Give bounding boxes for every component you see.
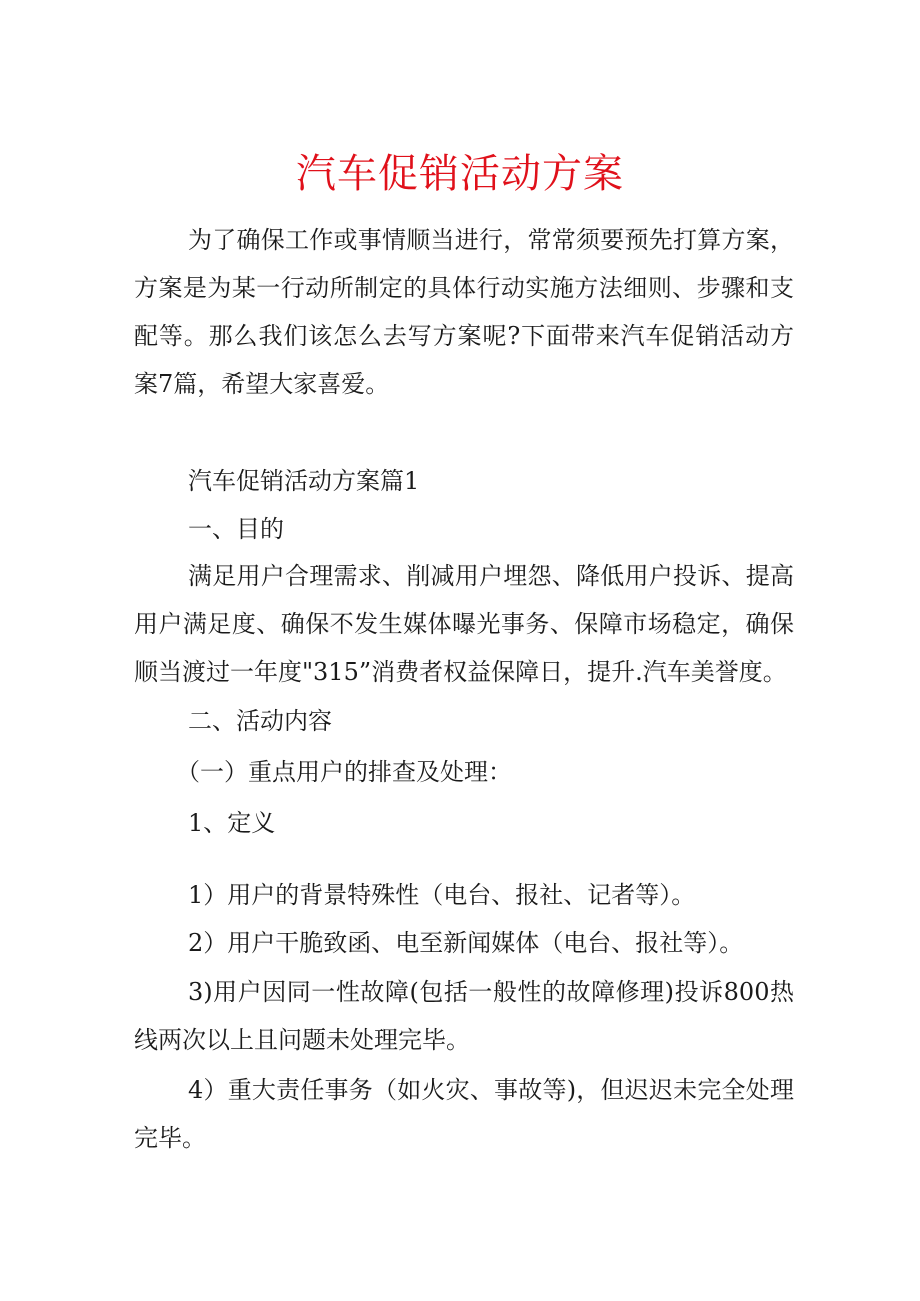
- intro-paragraph: 为了确保工作或事情顺当进行，常常须要预先打算方案，方案是为某一行动所制定的具体行动实施方法细则、步骤和支配等。那么我们该怎么去写方案呢?下面带来汽车促销活动方案7篇，希望大家喜爱。: [134, 226, 794, 398]
- page-title: 汽车促销活动方案: [296, 151, 624, 197]
- heading-activity-content: 二、活动内容: [188, 707, 332, 735]
- list-item: 1）用户的背景特殊性（电台、报社、记者等）。: [188, 881, 696, 909]
- definition-heading: 1、定义: [188, 809, 276, 837]
- list-item: 4）重大责任事务（如火灾、事故等)，但迟迟未完全处理完毕。: [134, 1076, 794, 1152]
- list-item: 3)用户因同一性故障(包括一般性的故障修理)投诉800热线两次以上且问题未处理完毕。: [134, 978, 794, 1054]
- list-item: 2）用户干脆致函、电至新闻媒体（电台、报社等）。: [188, 929, 744, 957]
- purpose-paragraph: 满足用户合理需求、削减用户埋怨、降低用户投诉、提高用户满足度、确保不发生媒体曝光事务、保障市场稳定，确保顺当渡过一年度"315”消费者权益保障日，提升.汽车美誉度。: [134, 562, 794, 686]
- subheading-key-users: （一）重点用户的排查及处理：: [176, 758, 512, 786]
- section-heading: 汽车促销活动方案篇1: [188, 467, 420, 495]
- heading-purpose: 一、目的: [188, 515, 284, 543]
